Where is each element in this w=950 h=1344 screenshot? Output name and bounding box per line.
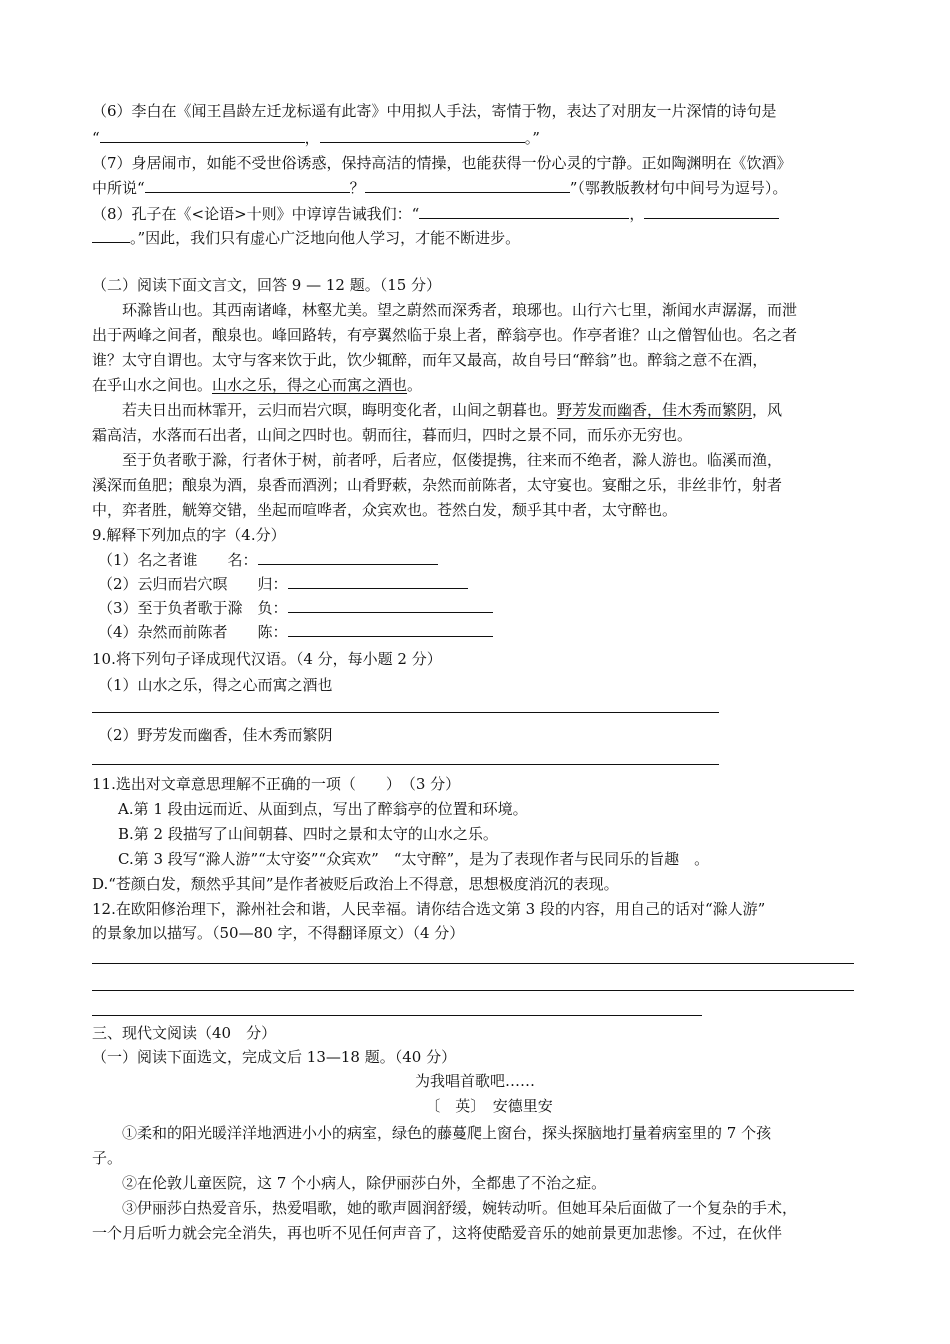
answer-line[interactable]	[92, 712, 719, 713]
classical-text-p2: 若夫日出而林霏开，云归而岩穴暝，晦明变化者，山间之朝暮也。野芳发而幽香，佳木秀而繁阴，风	[122, 401, 783, 419]
question-10-item: （2）野芳发而幽香，佳木秀而繁阴	[98, 726, 333, 744]
question-10-item: （1）山水之乐，得之心而寓之酒也	[98, 676, 333, 694]
underlined-sentence: 野芳发而幽香，佳木秀而繁阴	[557, 401, 753, 419]
answer-blank[interactable]	[288, 572, 468, 589]
classical-text-p1: 环滁皆山也。其西南诸峰，林壑尤美。望之蔚然而深秀者，琅琊也。山行六七里，渐闻水声潺潺，而泄	[122, 301, 798, 319]
answer-blank[interactable]	[145, 176, 350, 193]
answer-line[interactable]	[92, 990, 854, 991]
q7-line2: 中所说“ ？ ”（鄂教版教材句中间号为逗号）。	[92, 176, 787, 198]
question-9-item: （1）名之者谁 名：	[98, 548, 438, 570]
classical-text-p3: 中，弈者胜，觥筹交错，坐起而喧哗者，众宾欢也。苍然白发，颓乎其中者，太守醉也。	[92, 501, 678, 519]
story-paragraph-1: ①柔和的阳光暖洋洋地洒进小小的病室，绿色的藤蔓爬上窗台，探头探脑地打量着病室里的 7 个孩	[122, 1124, 772, 1142]
classical-text-p2: 霜高洁，水落而石出者，山间之四时也。朝而往，暮而归，四时之景不同，而乐亦无穷也。	[92, 426, 693, 444]
story-paragraph-1: 子。	[92, 1149, 123, 1167]
q6-line1: （6）李白在《闻王昌龄左迁龙标遥有此寄》中用拟人手法，寄情于物，表达了对朋友一片深情的诗句是	[92, 102, 777, 120]
section-3-title: 三、现代文阅读（40 分）	[92, 1024, 277, 1042]
answer-blank[interactable]	[419, 202, 629, 219]
classical-text-p1: 在乎山水之间也。山水之乐，得之心而寓之酒也。	[92, 376, 423, 394]
story-paragraph-2: ②在伦敦儿童医院，这 7 个小病人，除伊丽莎白外，全都患了不治之症。	[122, 1174, 607, 1192]
q7-line1: （7）身居闹市，如能不受世俗诱惑，保持高洁的情操，也能获得一份心灵的宁静。正如陶渊明在《饮酒》	[92, 154, 792, 172]
option-a: A.第 1 段由远而近、从面到点，写出了醉翁亭的位置和环境。	[118, 800, 528, 818]
answer-blank[interactable]	[365, 176, 570, 193]
answer-blank[interactable]	[320, 126, 525, 143]
question-9-item: （2）云归而岩穴暝 归：	[98, 572, 468, 594]
q6-line2: “ ， 。”	[92, 126, 540, 148]
question-11: 11.选出对文章意思理解不正确的一项（ ） （3 分）	[92, 775, 461, 793]
option-d: D.“苍颜白发，颓然乎其间”是作者被贬后政治上不得意，思想极度消沉的表现。	[92, 875, 619, 893]
q8-line1: （8）孔子在《<论语>十则》中谆谆告诫我们：“ ，	[92, 202, 779, 224]
q8-line2: 。”因此，我们只有虚心广泛地向他人学习，才能不断进步。	[92, 226, 520, 248]
story-paragraph-3: ③伊丽莎白热爱音乐，热爱唱歌，她的歌声圆润舒缓，婉转动听。但她耳朵后面做了一个复杂的手术，	[122, 1199, 798, 1217]
answer-blank[interactable]	[100, 126, 305, 143]
section-3-subtitle: （一）阅读下面选文，完成文后 13—18 题。（40 分）	[92, 1048, 457, 1066]
question-12: 12.在欧阳修治理下，滁州社会和谐，人民幸福。请你结合选文第 3 段的内容，用自己的话对“滁人游”	[92, 900, 766, 918]
answer-line[interactable]	[92, 764, 719, 765]
question-9: 9.解释下列加点的字（4.分）	[92, 526, 286, 544]
classical-text-p3: 溪深而鱼肥；酿泉为酒，泉香而酒洌；山肴野蔌，杂然而前陈者，太守宴也。宴酣之乐，非丝非竹，射者	[92, 476, 783, 494]
question-9-item: （4）杂然而前陈者 陈：	[98, 620, 493, 642]
story-paragraph-3: 一个月后听力就会完全消失，再也听不见任何声音了，这将使酷爱音乐的她前景更加悲惨。不过，在伙伴	[92, 1224, 783, 1242]
answer-blank[interactable]	[258, 548, 438, 565]
classical-text-p3: 至于负者歌于滁，行者休于树，前者呼，后者应，伛偻提携，往来而不绝者，滁人游也。临溪而渔，	[122, 451, 783, 469]
section-2-title: （二）阅读下面文言文，回答 9 — 12 题。（15 分）	[92, 276, 442, 294]
question-12: 的景象加以描写。（50—80 字，不得翻译原文）（4 分）	[92, 924, 465, 942]
classical-text-p1: 出于两峰之间者，酿泉也。峰回路转，有亭翼然临于泉上者，醉翁亭也。作亭者谁？山之僧智仙也。名之者	[92, 326, 798, 344]
classical-text-p1: 谁？太守自谓也。太守与客来饮于此，饮少辄醉，而年又最高，故自号曰“醉翁”也。醉翁之意不在酒，	[92, 351, 768, 369]
answer-line[interactable]	[92, 963, 854, 964]
answer-blank[interactable]	[92, 226, 130, 243]
option-b: B.第 2 段描写了山间朝暮、四时之景和太守的山水之乐。	[118, 825, 498, 843]
answer-blank[interactable]	[288, 620, 493, 637]
story-title: 为我唱首歌吧……	[414, 1072, 535, 1090]
answer-blank[interactable]	[644, 202, 779, 219]
answer-line[interactable]	[92, 1015, 702, 1016]
underlined-sentence: 山水之乐，得之心而寓之酒也	[212, 376, 408, 394]
question-9-item: （3）至于负者歌于滁 负：	[98, 596, 493, 618]
option-c: C.第 3 段写“滁人游”“太守姿”“众宾欢” “太守醉”，是为了表现作者与民同乐的旨趣 。	[118, 850, 710, 868]
question-10: 10.将下列句子译成现代汉语。（4 分，每小题 2 分）	[92, 650, 442, 668]
story-author: 〔 英〕 安德里安	[425, 1097, 553, 1115]
answer-blank[interactable]	[288, 596, 493, 613]
